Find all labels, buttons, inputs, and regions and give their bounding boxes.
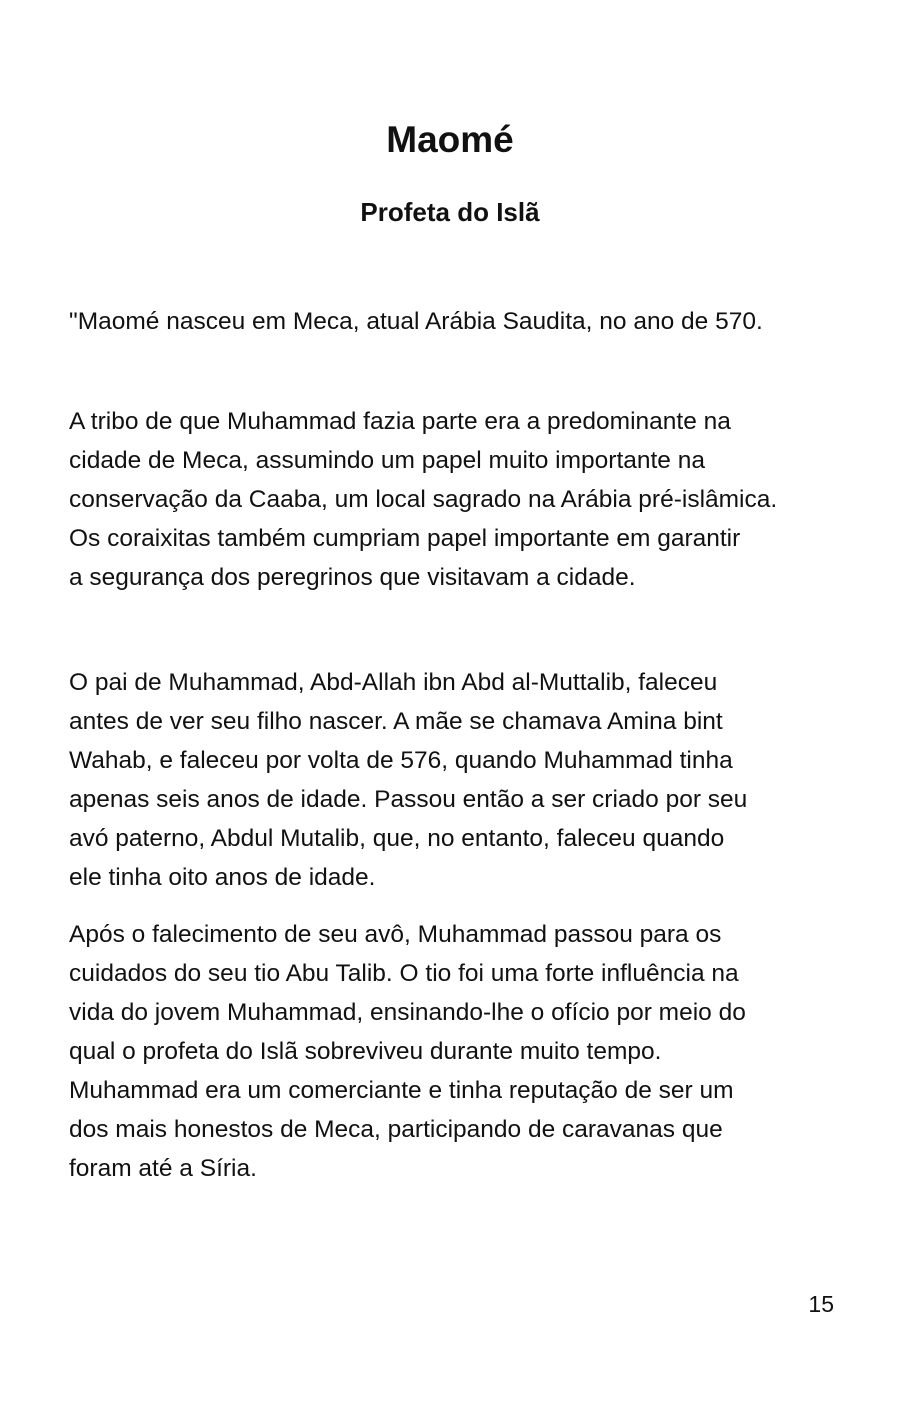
paragraph-line: avó paterno, Abdul Mutalib, que, no entanto, faleceu quando: [69, 825, 725, 852]
paragraph-line: conservação da Caaba, um local sagrado na Arábia pré-islâmica.: [69, 486, 778, 513]
chapter-title: Maomé: [386, 119, 514, 160]
paragraph-line: A tribo de que Muhammad fazia parte era a predominante na: [69, 408, 731, 435]
paragraph-1: [69, 302, 841, 341]
paragraph-line: "Maomé nasceu em Meca, atual Arábia Saudita, no ano de 570.: [69, 308, 763, 335]
paragraph-line: vida do jovem Muhammad, ensinando-lhe o ofício por meio do: [69, 999, 746, 1026]
paragraph-line: antes de ver seu filho nascer. A mãe se chamava Amina bint: [69, 708, 723, 735]
chapter-subtitle: Profeta do Islã: [360, 197, 540, 227]
paragraph-line: ele tinha oito anos de idade.: [69, 864, 376, 891]
paragraph-line: qual o profeta do Islã sobreviveu durante muito tempo.: [69, 1038, 662, 1065]
page-number: 15: [808, 1291, 834, 1317]
paragraph-line: apenas seis anos de idade. Passou então a ser criado por seu: [69, 786, 748, 813]
paragraph-line: foram até a Síria.: [69, 1155, 257, 1182]
paragraph-line: cuidados do seu tio Abu Talib. O tio foi uma forte influência na: [69, 960, 739, 987]
paragraph-line: Wahab, e faleceu por volta de 576, quando Muhammad tinha: [69, 747, 733, 774]
paragraph-2: [69, 402, 841, 597]
paragraph-4: [69, 915, 841, 1188]
paragraph-line: Muhammad era um comerciante e tinha reputação de ser um: [69, 1077, 734, 1104]
paragraph-line: cidade de Meca, assumindo um papel muito importante na: [69, 447, 705, 474]
paragraph-line: O pai de Muhammad, Abd-Allah ibn Abd al-Muttalib, faleceu: [69, 669, 718, 696]
paragraph-3: [69, 663, 841, 897]
paragraph-line: Após o falecimento de seu avô, Muhammad passou para os: [69, 921, 722, 948]
paragraph-line: Os coraixitas também cumpriam papel importante em garantir: [69, 525, 741, 552]
paragraph-line: a segurança dos peregrinos que visitavam a cidade.: [69, 564, 636, 591]
paragraph-line: dos mais honestos de Meca, participando de caravanas que: [69, 1116, 723, 1143]
